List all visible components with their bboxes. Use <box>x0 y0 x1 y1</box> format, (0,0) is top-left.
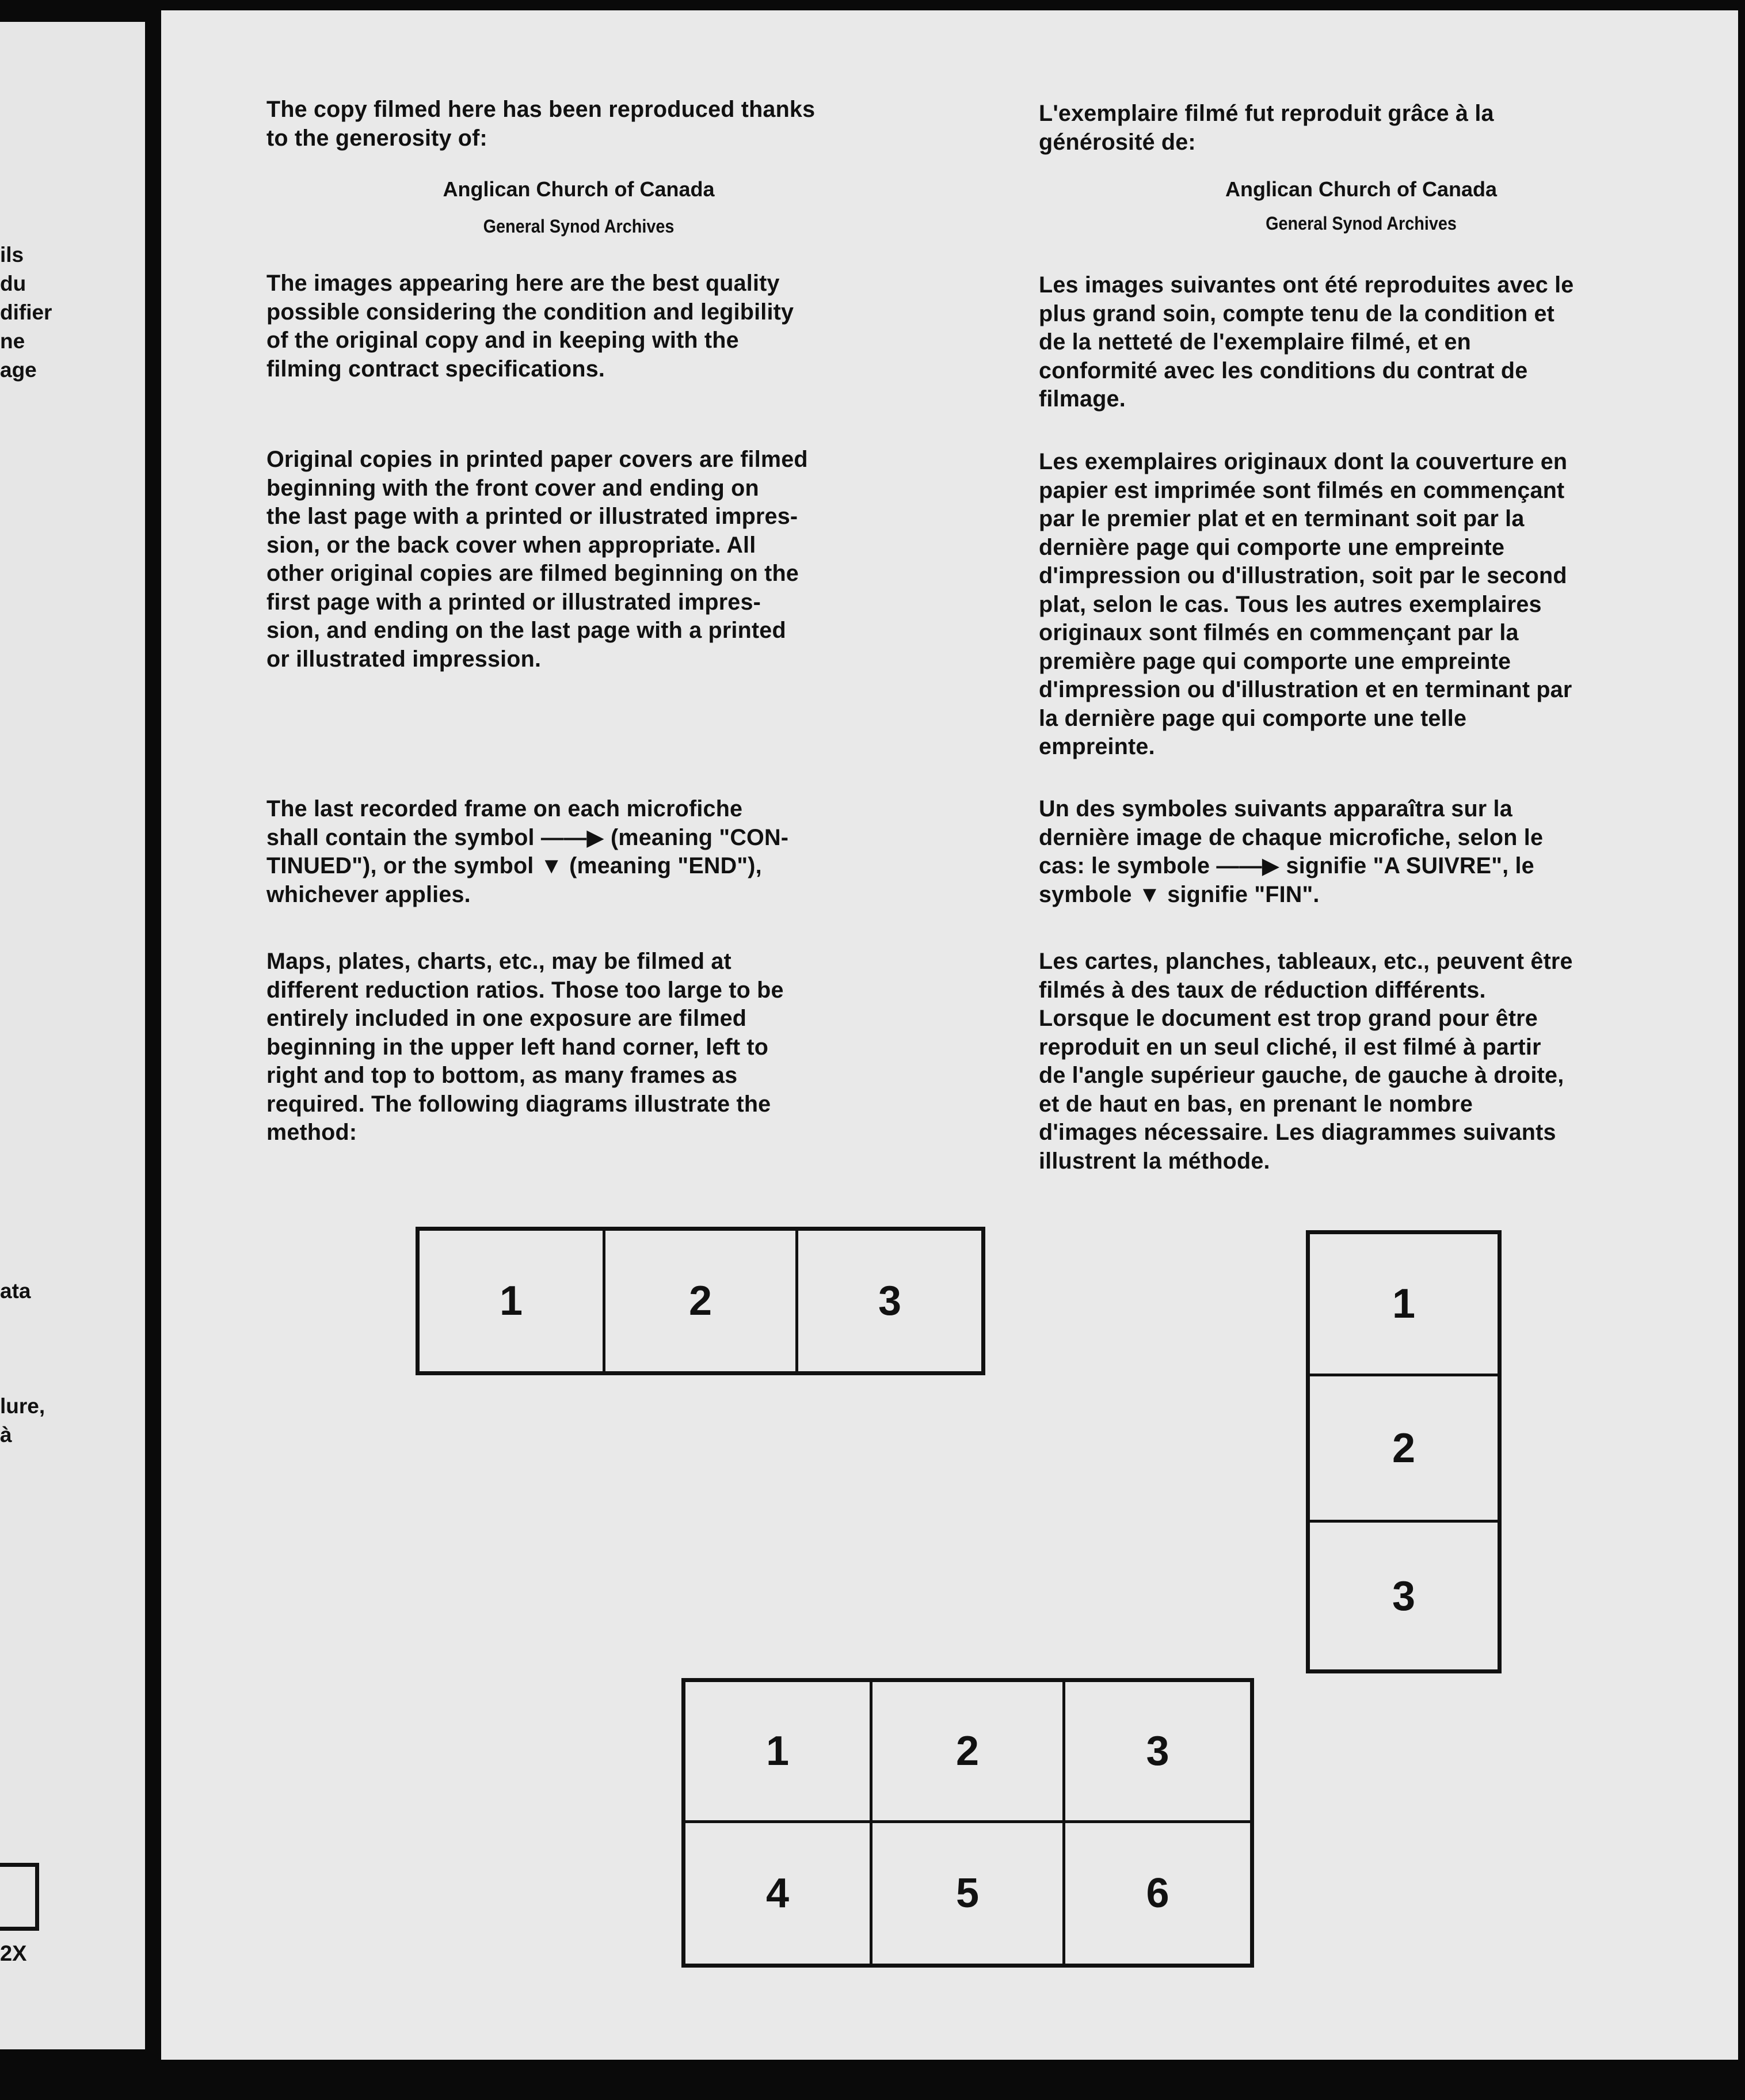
frame-cell: 6 <box>1146 1870 1169 1916</box>
left-text-fragment: lure, à <box>0 1394 45 1447</box>
left-adjacent-page <box>0 22 145 2049</box>
english-org-subtitle: General Synod Archives <box>483 216 675 237</box>
frame-cell: 2 <box>873 1682 1065 1823</box>
french-symbol-paragraph: Un des symboles suivants apparaîtra sur la dernière image de chaque microfiche, selon le cas: le symbole ——▶ signifie "A SUIVRE", le symbole ▼ signifie "FIN". <box>1039 796 1544 907</box>
frame-cell: 1 <box>685 1682 873 1823</box>
english-symbol-paragraph: The last recorded frame on each microfiche shall contain the symbol ——▶ (meaning "CON- TINUED"), or the symbol ▼ (meaning "END"), whichever applies. <box>266 796 789 907</box>
french-org-subtitle: General Synod Archives <box>1266 213 1457 234</box>
left-text-fragment: ata <box>0 1279 31 1303</box>
frame-cell: 1 <box>420 1231 605 1371</box>
diagram-horizontal-frames <box>416 1227 985 1375</box>
left-bottom-label: 2X <box>0 1942 27 1966</box>
french-maps-paragraph: Les cartes, planches, tableaux, etc., peuvent être filmés à des taux de réduction différents. Lorsque le document est trop grand pour être reproduit en un seul cliché, il est filmé à partir de l'angle supérieur gauche, de gauche à droite, et de haut en bas, en prenant le nombre d'images nécessaire. Les diagrammes suivants illustrent la méthode. <box>1039 949 1573 1174</box>
frame-cell: 1 <box>1310 1234 1498 1376</box>
frame-cell: 3 <box>878 1278 902 1324</box>
frame-cell: 3 <box>1392 1573 1416 1619</box>
english-intro: The copy filmed here has been reproduced thanks to the generosity of: <box>266 97 816 151</box>
english-quality-paragraph: The images appearing here are the best quality possible considering the condition and legibility of the original copy and in keeping with the filming contract specifications. <box>266 271 794 382</box>
french-intro: L'exemplaire filmé fut reproduit grâce à la générosité de: <box>1039 101 1494 155</box>
frame-cell: 2 <box>605 1231 798 1371</box>
english-org-name: Anglican Church of Canada <box>443 177 715 201</box>
frame-cell: 2 <box>1310 1376 1498 1523</box>
notice-page <box>161 10 1738 2060</box>
left-box-fragment <box>0 1863 39 1931</box>
french-org-name: Anglican Church of Canada <box>1225 177 1498 201</box>
left-text-fragment: ils du difier ne age <box>0 243 52 382</box>
french-quality-paragraph: Les images suivantes ont été reproduites avec le plus grand soin, compte tenu de la condition et de la netteté de l'exemplaire filmé, et en conformité avec les conditions du contrat de filmage. <box>1039 272 1574 412</box>
frame-cell: 5 <box>873 1823 1065 1964</box>
french-original-copies-paragraph: Les exemplaires originaux dont la couverture en papier est imprimée sont filmés en commençant par le premier plat et en terminant soit par la dernière page qui comporte une empreinte d'impression ou d'illustration, soit par le second plat, selon le cas. Tous les autres exemplaires originaux sont filmés en commençant par la première page qui comporte une empreinte d'impression ou d'illustration et en terminant par la dernière page qui comporte une telle empreinte. <box>1039 449 1572 759</box>
frame-cell: 4 <box>685 1823 873 1964</box>
diagram-grid-frames <box>681 1678 1254 1968</box>
frame-cell: 3 <box>1065 1682 1250 1823</box>
english-original-copies-paragraph: Original copies in printed paper covers are filmed beginning with the front cover and ending on the last page with a printed or illustrated impres- sion, or the back cover when appropriate. All other original copies are filmed beginning on the first page with a printed or illustrated impres- sion, and ending on the last page with a printed or illustrated impression. <box>266 447 808 672</box>
diagram-vertical-frames <box>1306 1230 1502 1673</box>
english-maps-paragraph: Maps, plates, charts, etc., may be filmed at different reduction ratios. Those too large to be entirely included in one exposure are filmed beginning in the upper left hand corner, left to right and top to bottom, as many frames as required. The following diagrams illustrate the method: <box>266 949 784 1145</box>
